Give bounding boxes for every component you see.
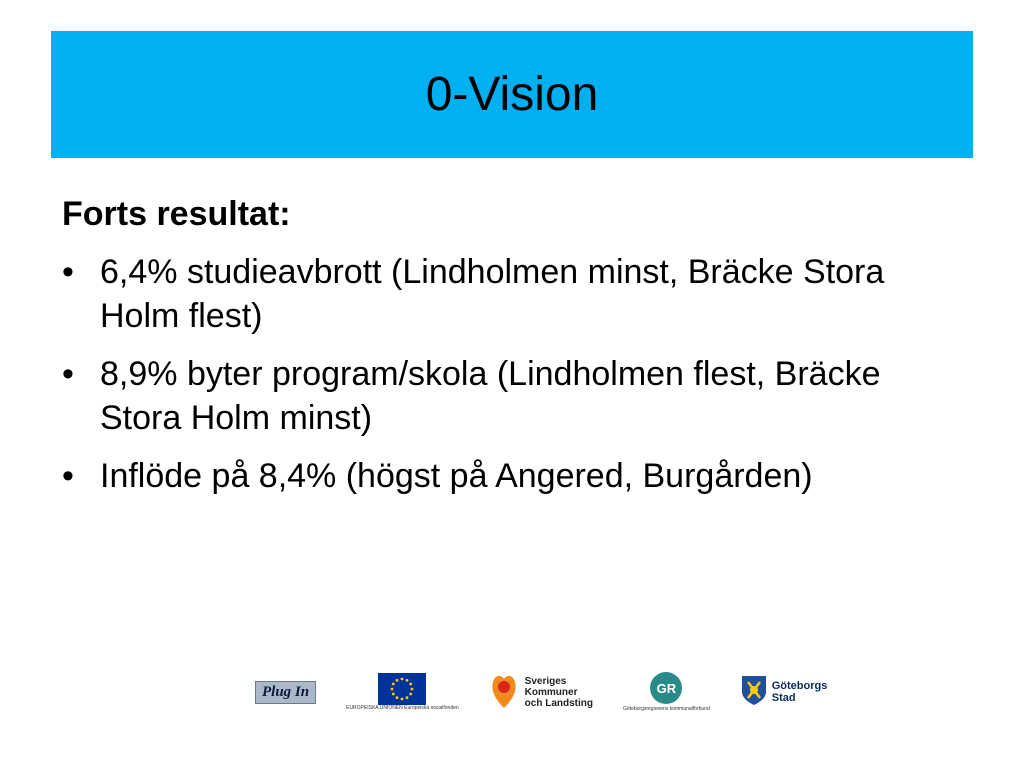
gr-caption: Göteborgsregionens kommunalförbund bbox=[623, 706, 710, 712]
skl-heart-icon bbox=[489, 670, 519, 715]
eu-logo bbox=[346, 673, 459, 711]
bullet-icon: • bbox=[62, 253, 74, 291]
gr-mark: GR bbox=[650, 672, 682, 704]
logo-strip bbox=[255, 668, 827, 716]
bullet-icon: • bbox=[62, 457, 74, 495]
skl-line-1: Sveriges bbox=[524, 675, 567, 687]
skl-logo bbox=[489, 670, 593, 715]
gr-logo bbox=[623, 672, 710, 712]
coat-of-arms-icon bbox=[740, 674, 768, 711]
goteborg-line-2: Stad bbox=[771, 692, 796, 704]
bullet-list bbox=[62, 250, 962, 498]
list-item bbox=[62, 454, 962, 498]
slide-body bbox=[62, 192, 962, 512]
bullet-text: 8,9% byter program/skola (Lindholmen flest, Bräcke Stora Holm minst) bbox=[100, 355, 881, 437]
slide-title: 0-Vision bbox=[425, 68, 599, 121]
bullet-text: 6,4% studieavbrott (Lindholmen minst, Bräcke Stora Holm flest) bbox=[100, 253, 885, 335]
list-item bbox=[62, 250, 962, 338]
title-bar bbox=[51, 31, 973, 158]
bullet-text: Inflöde på 8,4% (högst på Angered, Burgården) bbox=[100, 457, 813, 495]
eu-caption: EUROPEISKA UNIONEN Europeiska socialfonden bbox=[346, 705, 459, 711]
list-item bbox=[62, 352, 962, 440]
section-heading: Forts resultat: bbox=[62, 195, 291, 233]
eu-flag-icon bbox=[378, 673, 426, 705]
skl-line-3: och Landsting bbox=[524, 697, 594, 709]
goteborg-logo bbox=[740, 674, 828, 711]
skl-line-2: Kommuner bbox=[524, 686, 578, 698]
goteborg-line-1: Göteborgs bbox=[771, 680, 828, 692]
plug-in-logo: Plug In bbox=[255, 681, 316, 704]
bullet-icon: • bbox=[62, 355, 74, 393]
